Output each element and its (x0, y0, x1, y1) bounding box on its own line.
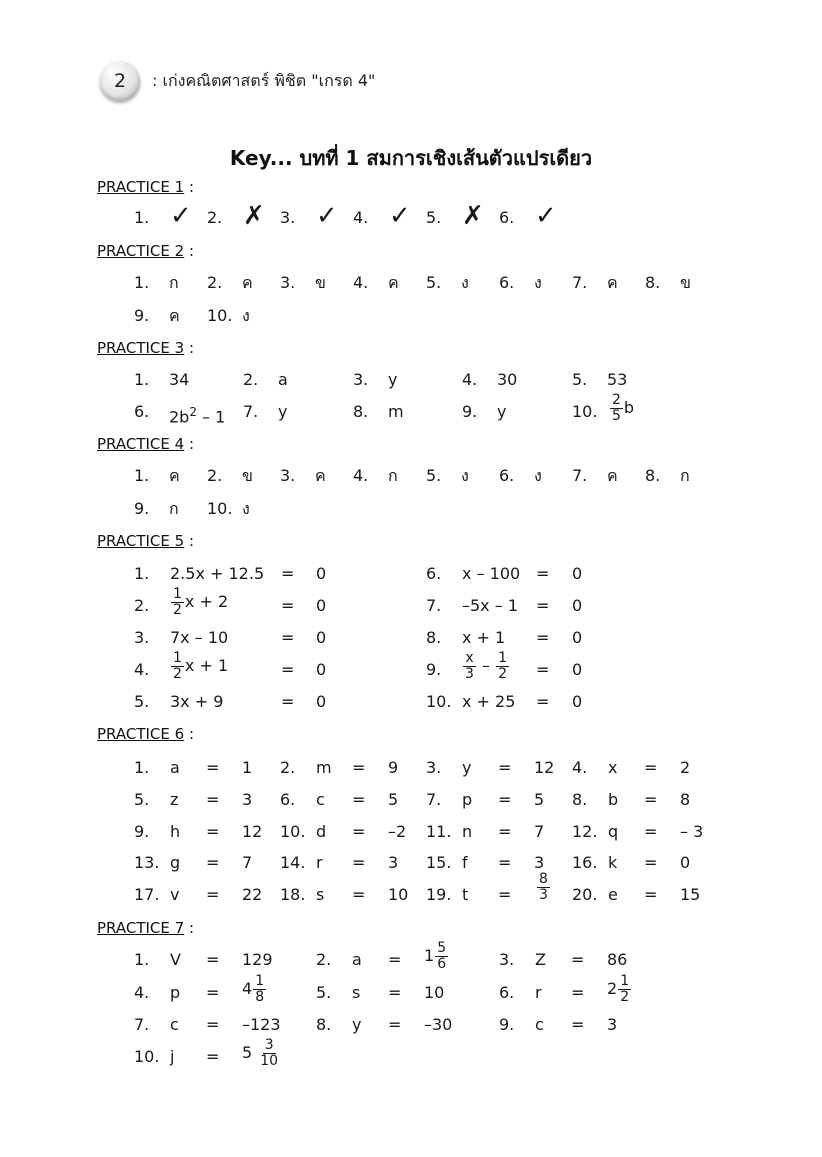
equals-sign: = (206, 822, 220, 841)
equation-expression: 7x – 10 (170, 628, 229, 647)
equals-sign: = (498, 885, 512, 904)
practice-6-value: 22 (242, 885, 263, 904)
equals-sign: = (571, 983, 585, 1002)
fraction-numerator: 2 (612, 392, 621, 408)
practice-7-label: PRACTICE 7 (97, 919, 185, 937)
practice-4-answer: ง (534, 466, 542, 485)
variable-name: t (462, 885, 469, 904)
fraction-denominator: 2 (173, 602, 182, 618)
item-number: 5. (134, 790, 150, 809)
equals-sign: = (644, 822, 658, 841)
expression-rest: b (623, 398, 635, 417)
equals-sign: = (644, 758, 658, 777)
equation-rhs: 0 (316, 628, 327, 647)
item-number: 2. (207, 208, 223, 227)
practice-6-value: –2 (388, 822, 407, 841)
page-header (100, 60, 375, 102)
practice-6-value (536, 872, 551, 903)
variable-name: Z (535, 950, 546, 969)
item-number: 1. (134, 564, 150, 583)
item-number: 8. (426, 628, 442, 647)
practice-7-value: 10 (424, 983, 445, 1002)
item-number: 3. (280, 208, 296, 227)
item-number: 3. (134, 628, 150, 647)
item-number: 8. (645, 466, 661, 485)
fraction (258, 1038, 280, 1069)
fraction-numerator: 1 (620, 973, 630, 989)
variable-name: k (608, 853, 618, 872)
fraction (435, 941, 448, 972)
equals-sign: = (498, 853, 512, 872)
cross-mark-icon: ✗ (462, 201, 484, 231)
item-number: 2. (316, 950, 332, 969)
practice-3-answer: 34 (169, 370, 190, 389)
practice-6-value: 7 (534, 822, 545, 841)
expression-rest: – 1 (196, 407, 226, 427)
practice-4-answer: ก (388, 466, 398, 485)
practice-6-value: 3 (534, 853, 545, 872)
equation-expression: –5x – 1 (462, 596, 518, 615)
item-number: 17. (134, 885, 160, 904)
equals-sign: = (281, 564, 295, 583)
equation-rhs: 0 (316, 660, 327, 679)
item-number: 7. (243, 402, 259, 421)
practice-6-value: 0 (680, 853, 691, 872)
item-number: 1. (134, 758, 150, 777)
equation-expression: x – 100 (462, 564, 521, 583)
item-number: 2. (134, 596, 150, 615)
equals-sign: = (352, 822, 366, 841)
practice-2-answer: ง (242, 306, 250, 325)
check-mark-icon: ✓ (316, 201, 338, 231)
item-number: 10. (426, 692, 452, 711)
practice-5-label: PRACTICE 5 (97, 532, 185, 550)
fraction-numerator: 1 (173, 586, 182, 602)
practice-6-value: 3 (388, 853, 399, 872)
variable-name: p (462, 790, 473, 809)
cross-mark-icon: ✗ (243, 201, 265, 231)
equals-sign: = (498, 822, 512, 841)
practice-6-value: – 3 (680, 822, 704, 841)
equals-sign: = (388, 950, 402, 969)
practice-7-value (424, 941, 449, 972)
item-number: 6. (280, 790, 296, 809)
equals-sign: = (571, 1015, 585, 1034)
item-number: 14. (280, 853, 306, 872)
practice-4-answer: ง (461, 466, 469, 485)
item-number: 1. (134, 370, 150, 389)
practice-6-value: 1 (242, 758, 253, 777)
variable-name: c (316, 790, 325, 809)
variable-name: b (608, 790, 619, 809)
equals-sign: = (536, 564, 550, 583)
practice-7-value: 3 (607, 1015, 618, 1034)
item-number: 9. (499, 1015, 515, 1034)
practice-2-answer: ง (461, 273, 469, 292)
practice-6-value: 7 (242, 853, 253, 872)
item-number: 5. (134, 692, 150, 711)
expression-rest: x + 1 (184, 656, 229, 675)
item-number: 1. (134, 950, 150, 969)
variable-name: n (462, 822, 473, 841)
fraction (537, 872, 550, 903)
item-number: 5. (426, 273, 442, 292)
item-number: 13. (134, 853, 160, 872)
fraction-numerator: 1 (498, 650, 508, 666)
practice-6-value: 9 (388, 758, 399, 777)
equals-sign: = (206, 950, 220, 969)
equals-sign: = (536, 596, 550, 615)
variable-name: e (608, 885, 618, 904)
variable-name: a (352, 950, 362, 969)
item-number: 3. (353, 370, 369, 389)
variable-name: v (170, 885, 180, 904)
item-number: 3. (280, 273, 296, 292)
item-number: 3. (426, 758, 442, 777)
practice-7-value (607, 974, 632, 1005)
variable-name: s (316, 885, 325, 904)
practice-3-answer: y (278, 402, 288, 421)
equals-sign: = (644, 790, 658, 809)
fraction-numerator: 3 (264, 1037, 274, 1053)
item-number: 9. (462, 402, 478, 421)
variable-name: r (535, 983, 542, 1002)
equals-sign: = (536, 660, 550, 679)
practice-7-value: –30 (424, 1015, 453, 1034)
practice-1-label: PRACTICE 1 (97, 178, 185, 196)
item-number: 19. (426, 885, 452, 904)
item-number: 7. (572, 466, 588, 485)
equals-sign: = (206, 853, 220, 872)
practice-6-value: 10 (388, 885, 409, 904)
equals-sign: = (206, 758, 220, 777)
practice-6-value: 8 (680, 790, 691, 809)
practice-3-answer: y (388, 370, 398, 389)
practice-7-value: 86 (607, 950, 628, 969)
item-number: 4. (462, 370, 478, 389)
equation-rhs: 0 (316, 564, 327, 583)
item-number: 2. (280, 758, 296, 777)
item-number: 7. (426, 596, 442, 615)
variable-name: y (352, 1015, 362, 1034)
practice-2-label: PRACTICE 2 (97, 242, 185, 260)
variable-name: V (170, 950, 181, 969)
variable-name: x (608, 758, 618, 777)
expression-rest: x + 2 (184, 592, 229, 611)
practice-6-value: 2 (680, 758, 691, 777)
equals-sign: = (206, 1015, 220, 1034)
equals-sign: = (206, 1047, 220, 1066)
equation-rhs: 0 (572, 628, 583, 647)
variable-name: c (535, 1015, 544, 1034)
equation-rhs: 0 (316, 596, 327, 615)
practice-4-answer: ก (680, 466, 690, 485)
item-number: 9. (134, 306, 150, 325)
practice-2-answer: ค (388, 273, 399, 292)
check-mark-icon: ✓ (389, 201, 411, 231)
practice-4-answer: ง (242, 499, 250, 518)
page-title: Key... บทที่ 1 สมการเชิงเส้นตัวแปรเดียว (229, 146, 593, 170)
practice-7-value: 129 (242, 950, 273, 969)
practice-4-answer: ค (169, 466, 180, 485)
practice-6-value: 5 (534, 790, 545, 809)
item-number: 10. (207, 499, 233, 518)
equation-expression: x + 25 (462, 692, 516, 711)
item-number: 3. (280, 466, 296, 485)
item-number: 6. (499, 273, 515, 292)
fraction-numerator: 1 (255, 973, 265, 989)
equals-sign: = (498, 758, 512, 777)
item-number: 6. (499, 208, 515, 227)
equals-sign: = (281, 692, 295, 711)
equals-sign: = (644, 853, 658, 872)
mixed-number-whole: 2 (607, 979, 618, 998)
exponent: 2 (189, 405, 197, 419)
item-number: 2. (207, 273, 223, 292)
equals-sign: = (571, 950, 585, 969)
section-practice-5: PRACTICE 5 : (97, 532, 195, 550)
practice-4-answer: ค (315, 466, 326, 485)
fraction-denominator: 3 (465, 666, 474, 682)
practice-3-answer: a (278, 370, 288, 389)
expression-base: 2b (169, 407, 190, 427)
item-number: 3. (499, 950, 515, 969)
item-number: 9. (134, 499, 150, 518)
practice-2-answer: ค (607, 273, 618, 292)
variable-name: r (316, 853, 323, 872)
variable-name: s (352, 983, 361, 1002)
mixed-number-whole: 1 (424, 946, 435, 965)
equation-rhs: 0 (572, 596, 583, 615)
item-number: 7. (134, 1015, 150, 1034)
fraction (463, 651, 476, 682)
practice-4-answer: ก (169, 499, 179, 518)
practice-2-answer: ง (534, 273, 542, 292)
practice-3-answer (169, 402, 225, 427)
practice-7-value: –123 (242, 1015, 281, 1034)
equation-rhs: 0 (316, 692, 327, 711)
equals-sign: = (536, 628, 550, 647)
practice-3-answer: 30 (497, 370, 518, 389)
item-number: 2. (243, 370, 259, 389)
equation-expression (462, 651, 510, 682)
equals-sign: = (281, 628, 295, 647)
fraction (618, 974, 631, 1005)
fraction-numerator: x (465, 650, 474, 666)
equals-sign: = (352, 790, 366, 809)
practice-2-answer: ข (315, 273, 326, 292)
equals-sign: = (352, 758, 366, 777)
equals-sign: = (281, 660, 295, 679)
item-number: 11. (426, 822, 452, 841)
fraction-denominator: 10 (260, 1053, 279, 1069)
item-number: 8. (572, 790, 588, 809)
variable-name: m (316, 758, 332, 777)
practice-6-value: 15 (680, 885, 701, 904)
item-number: 4. (353, 466, 369, 485)
section-practice-3: PRACTICE 3 : (97, 339, 195, 357)
item-number: 15. (426, 853, 452, 872)
equals-sign: = (281, 596, 295, 615)
variable-name: c (170, 1015, 179, 1034)
practice-3-answer: 53 (607, 370, 628, 389)
fraction-numerator: 1 (173, 650, 182, 666)
equals-sign: = (206, 790, 220, 809)
item-number: 20. (572, 885, 598, 904)
item-number: 2. (207, 466, 223, 485)
practice-7-value (242, 1038, 281, 1069)
section-practice-4: PRACTICE 4 : (97, 435, 195, 453)
item-number: 6. (499, 983, 515, 1002)
practice-6-value: 3 (242, 790, 253, 809)
fraction-denominator: 3 (539, 887, 548, 903)
item-number: 18. (280, 885, 306, 904)
check-mark-icon: ✓ (170, 201, 192, 231)
practice-6-label: PRACTICE 6 (97, 725, 185, 743)
practice-4-answer: ข (242, 466, 253, 485)
equation-expression: 2.5x + 12.5 (170, 564, 265, 583)
item-number: 5. (572, 370, 588, 389)
item-number: 1. (134, 208, 150, 227)
practice-2-answer: ค (169, 306, 180, 325)
practice-3-answer (609, 393, 634, 424)
practice-3-answer: y (497, 402, 507, 421)
item-number: 5. (426, 208, 442, 227)
fraction-denominator: 2 (620, 989, 630, 1005)
item-number: 12. (572, 822, 598, 841)
practice-2-answer: ค (242, 273, 253, 292)
variable-name: h (170, 822, 181, 841)
item-number: 10. (572, 402, 598, 421)
equation-expression: 3x + 9 (170, 692, 224, 711)
practice-3-label: PRACTICE 3 (97, 339, 185, 357)
equals-sign: = (352, 853, 366, 872)
equals-sign: = (206, 885, 220, 904)
check-mark-icon: ✓ (535, 201, 557, 231)
item-number: 10. (280, 822, 306, 841)
fraction (171, 651, 184, 682)
operator: – (476, 656, 496, 675)
mixed-number-whole: 5 (242, 1043, 258, 1062)
item-number: 1. (134, 273, 150, 292)
item-number: 1. (134, 466, 150, 485)
fraction (610, 393, 623, 424)
item-number: 4. (572, 758, 588, 777)
equals-sign: = (644, 885, 658, 904)
fraction-denominator: 2 (498, 666, 508, 682)
equation-expression (170, 587, 228, 618)
equation-expression (170, 651, 228, 682)
variable-name: y (462, 758, 472, 777)
practice-7-value (242, 974, 267, 1005)
item-number: 5. (316, 983, 332, 1002)
item-number: 5. (426, 466, 442, 485)
fraction-denominator: 6 (437, 956, 447, 972)
equals-sign: = (536, 692, 550, 711)
practice-6-value: 12 (242, 822, 263, 841)
item-number: 4. (353, 273, 369, 292)
variable-name: z (170, 790, 179, 809)
section-practice-1: PRACTICE 1 : (97, 178, 195, 196)
fraction-numerator: 8 (539, 871, 548, 887)
section-practice-6: PRACTICE 6 : (97, 725, 195, 743)
practice-6-value: 5 (388, 790, 399, 809)
equation-expression: x + 1 (462, 628, 506, 647)
equals-sign: = (206, 983, 220, 1002)
item-number: 8. (316, 1015, 332, 1034)
item-number: 10. (134, 1047, 160, 1066)
variable-name: p (170, 983, 181, 1002)
item-number: 8. (353, 402, 369, 421)
item-number: 6. (134, 402, 150, 421)
mixed-number-whole: 4 (242, 979, 253, 998)
variable-name: g (170, 853, 181, 872)
variable-name: f (462, 853, 468, 872)
item-number: 4. (353, 208, 369, 227)
item-number: 8. (645, 273, 661, 292)
fraction (171, 587, 184, 618)
practice-6-value: 12 (534, 758, 555, 777)
equation-rhs: 0 (572, 692, 583, 711)
item-number: 6. (499, 466, 515, 485)
section-practice-7: PRACTICE 7 : (97, 919, 195, 937)
header-book-title: : เก่งคณิตศาสตร์ พิชิต "เกรด 4" (152, 70, 376, 90)
practice-4-answer: ค (607, 466, 618, 485)
equals-sign: = (388, 1015, 402, 1034)
practice-2-answer: ก (169, 273, 179, 292)
equation-rhs: 0 (572, 564, 583, 583)
equals-sign: = (388, 983, 402, 1002)
practice-3-answer: m (388, 402, 404, 421)
section-practice-2: PRACTICE 2 : (97, 242, 195, 260)
variable-name: d (316, 822, 327, 841)
equals-sign: = (352, 885, 366, 904)
fraction (253, 974, 266, 1005)
page-number-badge: 2 (100, 61, 140, 101)
equals-sign: = (498, 790, 512, 809)
item-number: 10. (207, 306, 233, 325)
fraction-denominator: 2 (173, 666, 182, 682)
item-number: 9. (426, 660, 442, 679)
item-number: 4. (134, 983, 150, 1002)
fraction-numerator: 5 (437, 940, 447, 956)
item-number: 4. (134, 660, 150, 679)
item-number: 6. (426, 564, 442, 583)
equation-rhs: 0 (572, 660, 583, 679)
fraction-denominator: 8 (255, 989, 265, 1005)
variable-name: q (608, 822, 619, 841)
item-number: 16. (572, 853, 598, 872)
practice-4-label: PRACTICE 4 (97, 435, 185, 453)
variable-name: j (170, 1047, 175, 1066)
item-number: 9. (134, 822, 150, 841)
fraction-denominator: 5 (612, 408, 621, 424)
variable-name: a (170, 758, 180, 777)
practice-2-answer: ข (680, 273, 691, 292)
fraction (496, 651, 509, 682)
item-number: 7. (426, 790, 442, 809)
item-number: 7. (572, 273, 588, 292)
